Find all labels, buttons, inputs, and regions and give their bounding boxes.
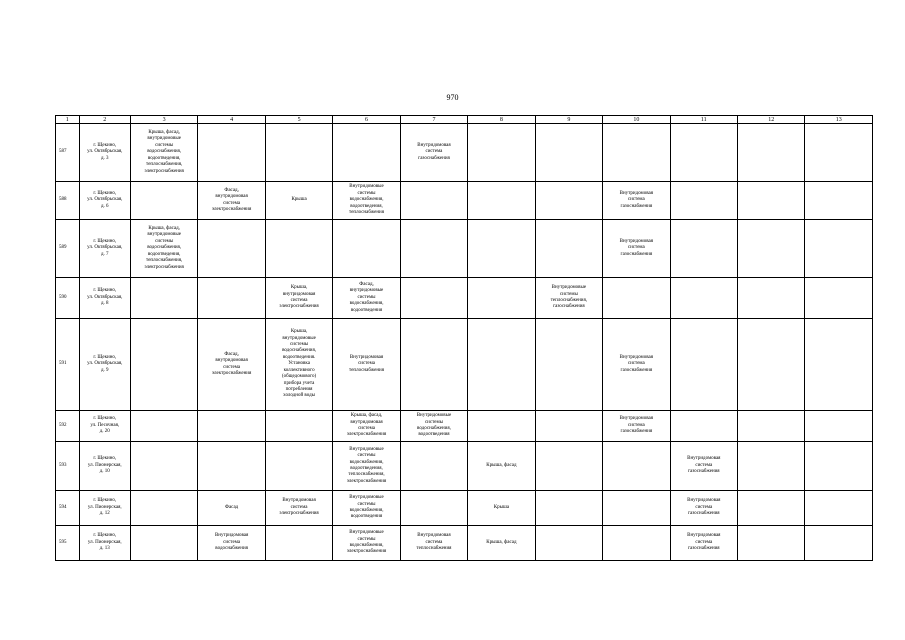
table-cell [738,182,805,220]
table-cell: Внутридомовая система газоснабжения [603,182,670,220]
column-header: 2 [79,116,130,124]
table-cell: Крыша, внутридомовые системы водоснабжения, водоотведения. Установка коллективного (общедомового) прибора учета потребления холодной воды [265,319,332,411]
column-header: 10 [603,116,670,124]
table-cell: Внутридомовые системы водоснабжения, водоотведения [333,491,400,526]
address-cell: г. Щекино, ул. Пионерская, д. 10 [79,442,130,491]
table-cell [400,319,467,411]
table-cell [468,319,535,411]
table-cell: Внутридомовые системы водоснабжения, электроснабжения [333,526,400,561]
address-cell: г. Щекино, ул. Пионерская, д. 13 [79,526,130,561]
column-header: 3 [130,116,197,124]
table-cell [805,491,873,526]
table-cell [468,411,535,442]
table-cell [265,442,332,491]
table-cell [805,442,873,491]
table-cell [468,182,535,220]
address-cell: г. Щекино, ул. Октябрьская, д. 3 [79,124,130,182]
table-cell [738,124,805,182]
repair-schedule-table [55,115,873,561]
table-cell [535,526,602,561]
table-cell [198,411,265,442]
table-cell [738,319,805,411]
table-row [56,220,873,278]
table-cell: Крыша, фасад [468,442,535,491]
table-cell [333,124,400,182]
column-header: 6 [333,116,400,124]
table-cell [670,278,737,319]
table-cell [805,182,873,220]
table-cell [400,278,467,319]
table-cell [265,124,332,182]
address-cell: г. Щекино, ул. Пионерская, д. 12 [79,491,130,526]
table-cell [468,220,535,278]
table-cell [670,411,737,442]
address-cell: г. Щекино, ул. Октябрьская, д. 6 [79,182,130,220]
table-cell [535,182,602,220]
address-cell: г. Щекино, ул. Октябрьская, д. 7 [79,220,130,278]
table-cell: Внутридомовая система теплоснабжения [400,526,467,561]
table-row [56,124,873,182]
table-cell: Фасад, внутридомовые системы водоснабжения, водоотведения [333,278,400,319]
table-cell [130,491,197,526]
table-cell: Фасад, внутридомовая система электроснабжения [198,182,265,220]
table-cell [265,526,332,561]
address-cell: г. Щекино, ул. Октябрьская, д. 8 [79,278,130,319]
table-cell [738,442,805,491]
table-cell: Крыша [265,182,332,220]
table-cell [130,319,197,411]
table-cell [198,278,265,319]
table-cell [400,491,467,526]
table-cell [535,124,602,182]
address-cell: г. Щекино, ул. Октябрьская, д. 9 [79,319,130,411]
table-cell [130,526,197,561]
table-cell: Внутридомовая система газоснабжения [670,442,737,491]
table-cell [265,220,332,278]
table-row [56,526,873,561]
table-cell: Крыша, фасад, внутридомовые системы водоснабжения, водоотведения, теплоснабжения, электроснабжения [130,220,197,278]
table-cell [805,220,873,278]
table-cell [805,411,873,442]
table-cell: Внутридомовая система водоснабжения [198,526,265,561]
column-header: 8 [468,116,535,124]
table-cell [670,319,737,411]
table-cell [535,411,602,442]
table-cell [265,411,332,442]
table-cell [805,319,873,411]
table-cell: Внутридомовая система газоснабжения [603,220,670,278]
row-number-cell: 591 [56,319,80,411]
column-header: 11 [670,116,737,124]
table-cell [805,124,873,182]
table-cell [670,182,737,220]
table-cell [738,411,805,442]
table-cell: Внутридомовая система газоснабжения [670,526,737,561]
row-number-cell: 589 [56,220,80,278]
table-cell: Внутридомовые системы водоснабжения, водоотведения, теплоснабжения [333,182,400,220]
table-cell: Крыша, фасад, внутридомовые системы водоснабжения, водоотведения, теплоснабжения, электроснабжения [130,124,197,182]
table-row [56,491,873,526]
table-cell [130,442,197,491]
table-row [56,182,873,220]
column-header: 9 [535,116,602,124]
table-cell [738,278,805,319]
table-cell [400,442,467,491]
row-number-cell: 595 [56,526,80,561]
table-cell [670,220,737,278]
table-row [56,278,873,319]
column-header: 13 [805,116,873,124]
column-header: 7 [400,116,467,124]
table-cell: Внутридомовая система газоснабжения [603,411,670,442]
table-cell [198,442,265,491]
table-row [56,411,873,442]
table-cell [468,278,535,319]
table-row [56,442,873,491]
table-cell [198,124,265,182]
row-number-cell: 588 [56,182,80,220]
table-cell [805,526,873,561]
table-cell: Внутридомовые системы теплоснабжения, газоснабжения [535,278,602,319]
header-row [56,116,873,124]
table-cell [468,124,535,182]
column-header: 1 [56,116,80,124]
table-cell: Внутридомовые системы водоснабжения, водоотведения, теплоснабжения, электроснабжения [333,442,400,491]
table-cell [670,124,737,182]
table-cell [535,442,602,491]
table-cell [130,411,197,442]
table-row [56,319,873,411]
table-cell [603,278,670,319]
table-cell: Внутридомовая система газоснабжения [400,124,467,182]
table-cell [738,220,805,278]
table-cell [130,278,197,319]
table-cell: Крыша, внутридомовая система электроснабжения [265,278,332,319]
table-cell [535,319,602,411]
column-header: 12 [738,116,805,124]
table-cell [738,526,805,561]
table-cell [805,278,873,319]
table-cell: Крыша [468,491,535,526]
row-number-cell: 592 [56,411,80,442]
table-cell [130,182,197,220]
table-cell [603,442,670,491]
row-number-cell: 594 [56,491,80,526]
table-cell: Внутридомовая система газоснабжения [603,319,670,411]
row-number-cell: 587 [56,124,80,182]
table-cell: Внутридомовая система газоснабжения [670,491,737,526]
table-cell [400,182,467,220]
table-cell [603,526,670,561]
column-header: 4 [198,116,265,124]
page-number: 970 [446,93,459,102]
table-cell [333,220,400,278]
table-cell: Внутридомовая система теплоснабжения [333,319,400,411]
table-cell [738,491,805,526]
column-header: 5 [265,116,332,124]
table-cell [400,220,467,278]
table-cell: Крыша, фасад, внутридомовая система электроснабжения [333,411,400,442]
table-cell: Фасад [198,491,265,526]
table-cell [603,491,670,526]
table-cell [198,220,265,278]
table-cell: Крыша, фасад [468,526,535,561]
table-cell: Внутридомовые системы водоснабжения, водоотведения [400,411,467,442]
row-number-cell: 593 [56,442,80,491]
table-cell [535,491,602,526]
row-number-cell: 590 [56,278,80,319]
table-cell: Фасад, внутридомовая система электроснабжения [198,319,265,411]
table-cell [535,220,602,278]
table-cell [603,124,670,182]
table-cell: Внутридомовая система электроснабжения [265,491,332,526]
address-cell: г. Щекино, ул. Песочная, д. 20 [79,411,130,442]
